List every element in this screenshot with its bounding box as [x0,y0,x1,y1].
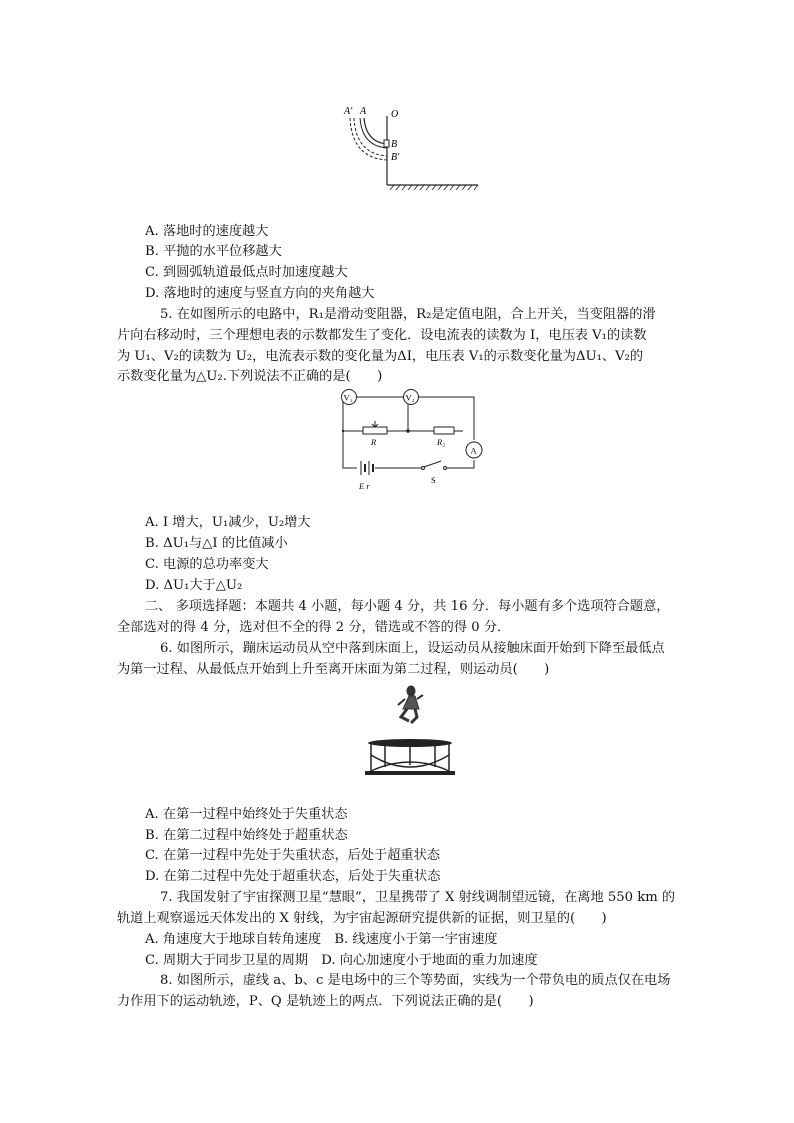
trampoline-ground [365,771,455,775]
ammeter-label: A [470,445,477,456]
circular-track-figure [340,100,480,192]
circuit-diagram [333,385,493,495]
battery-label: E r [359,481,370,491]
label-a: A [360,106,367,117]
ground-hatching [390,185,478,190]
q5-stem-line-3: 为 U₁、V₂的读数为 U₂，电流表示数的变化量为ΔI，电压表 V₁的示数变化量为ΔU₁、V₂的 [117,349,644,364]
voltmeter-v1-label: V₁ [343,392,353,403]
q5-option-b: B. ΔU₁与△I 的比值减小 [145,536,288,551]
q4-option-b: B. 平抛的水平位移越大 [145,244,282,259]
q7-stem-line-2: 轨道上观察遥远天体发出的 X 射线，为宇宙起源研究提供新的证据，则卫星的( ) [117,911,607,926]
q5-option-c: C. 电源的总功率变大 [145,557,269,572]
trampoline-bed [368,739,452,747]
section2-heading-line-1: 二、 多项选择题：本题共 4 小题，每小题 4 分，共 16 分．每小题有多个选项符合题意， [145,599,670,614]
q7-options-line-1: A. 角速度大于地球自转角速度 B. 线速度小于第一宇宙速度 [145,932,498,947]
section2-heading-line-2: 全部选对的得 4 分，选对但不全的得 2 分，错选或不答的得 0 分． [117,620,511,635]
q5-stem-line-1: 5. 在如图所示的电路中，R₁是滑动变阻器，R₂是定值电阻，合上开关，当变阻器的滑 [160,307,656,322]
q6-option-c: C. 在第一过程中先处于失重状态，后处于超重状态 [145,848,440,863]
label-b-prime: B′ [391,152,400,163]
rheostat-r [363,427,387,434]
dashed-arc-track-inner [350,118,387,160]
q5-stem-line-2: 片向右移动时，三个理想电表的示数都发生了变化．设电流表的读数为 I，电压表 V₁的读数 [117,328,647,343]
resistor-r2-label: R₂ [437,437,446,447]
q6-option-b: B. 在第二过程中始终处于超重状态 [145,828,348,843]
trampoline-legs [371,744,449,773]
battery [361,461,373,475]
switch-s [422,461,447,470]
resistor-r2 [434,427,454,434]
trampoline-figure [365,683,455,778]
q6-stem-line-1: 6. 如图所示，蹦床运动员从空中落到床面上，设运动员从接触床面开始到下降至最低点 [160,641,665,656]
point-b-marker [384,140,389,147]
circuit-bottom-right-wire [447,460,474,468]
rheostat-label: R [371,437,377,447]
q8-stem-line-2: 力作用下的运动轨迹，P、Q 是轨迹上的两点．下列说法正确的是( ) [117,994,534,1009]
q7-options-line-2: C. 周期大于同步卫星的周期 D. 向心加速度小于地面的重力加速度 [145,953,538,968]
q5-option-a: A. I 增大，U₁减少，U₂增大 [145,515,311,530]
voltmeter-v2-label: V₂ [405,392,415,403]
label-o: O [391,109,399,120]
q6-option-d: D. 在第二过程中先处于超重状态，后处于失重状态 [145,869,441,884]
label-a-prime: A′ [344,106,353,117]
q5-stem-line-4: 示数变化量为△U₂.下列说法不正确的是( ) [117,369,383,384]
q7-stem-line-1: 7. 我国发射了宇宙探测卫星“慧眼”，卫星携带了 X 射线调制望远镜，在离地 550 km 的 [160,890,676,905]
q5-option-d: D. ΔU₁大于△U₂ [145,578,243,593]
q6-stem-line-2: 为第一过程、从最低点开始到上升至离开床面为第二过程，则运动员( ) [117,662,550,677]
q4-option-c: C. 到圆弧轨道最低点时加速度越大 [145,265,348,280]
athlete [398,686,423,723]
switch-label: S [431,475,436,485]
label-b: B [391,139,398,150]
q8-stem-line-1: 8. 如图所示，虚线 a、b、c 是电场中的三个等势面，实线为一个带负电的质点仅在电场 [160,973,671,988]
q4-option-d: D. 落地时的速度与竖直方向的夹角越大 [145,286,375,301]
circuit-left-wire [343,397,357,468]
q4-option-a: A. 落地时的速度越大 [145,224,269,239]
q6-option-a: A. 在第一过程中始终处于失重状态 [145,807,348,822]
